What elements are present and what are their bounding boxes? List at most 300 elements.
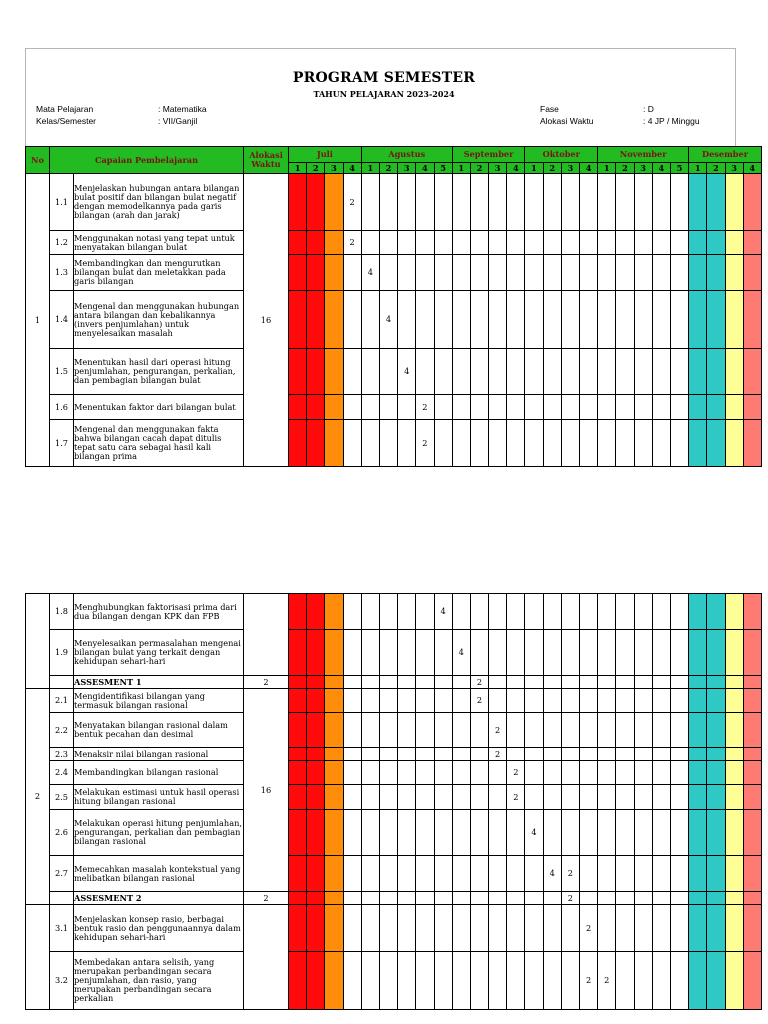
group-alokasi: 16 (244, 689, 289, 892)
week-header: 4 (743, 163, 761, 174)
week-cell (616, 905, 634, 952)
week-cell (725, 174, 743, 231)
week-cell (652, 892, 670, 905)
week-cell (470, 231, 488, 255)
week-cell (489, 174, 507, 231)
week-cell (289, 748, 307, 761)
week-cell (634, 231, 652, 255)
week-cell (743, 785, 761, 810)
week-cell (416, 395, 434, 420)
week-header: 5 (434, 163, 452, 174)
week-cell (561, 349, 579, 395)
week-cell (670, 952, 688, 1010)
week-cell (289, 231, 307, 255)
week-cell (580, 395, 598, 420)
week-cell (598, 349, 616, 395)
week-cell (434, 785, 452, 810)
week-cell (343, 630, 361, 676)
week-cell (416, 594, 434, 630)
week-cell (725, 395, 743, 420)
week-cell (580, 231, 598, 255)
week-cell (307, 905, 325, 952)
week-cell (652, 395, 670, 420)
jp-value: 4 (458, 647, 464, 657)
jp-value: 2 (422, 437, 428, 448)
cp-text: Menjelaskan hubungan antara bilangan bulat positif dan bilangan bulat negatif dengan memodelkannya pada garis bilangan (arah dan jarak) (74, 174, 244, 231)
week-cell (434, 689, 452, 713)
week-cell (452, 761, 470, 785)
week-cell (489, 856, 507, 892)
week-cell (434, 420, 452, 467)
week-cell (452, 174, 470, 231)
week-cell (689, 291, 707, 349)
week-cell (652, 174, 670, 231)
week-cell (707, 952, 725, 1010)
group-no: 1 (26, 174, 50, 467)
week-cell (670, 291, 688, 349)
week-cell (525, 892, 543, 905)
week-cell (689, 349, 707, 395)
group-no: 2 (26, 689, 50, 905)
week-cell (561, 420, 579, 467)
table-row (26, 748, 762, 761)
week-cell (652, 856, 670, 892)
week-cell (379, 713, 397, 748)
group-alokasi-cont (244, 594, 289, 676)
week-cell (652, 349, 670, 395)
week-cell (307, 594, 325, 630)
jp-value: 4 (531, 827, 537, 837)
week-cell (489, 676, 507, 689)
week-cell (634, 856, 652, 892)
week-cell (470, 748, 488, 761)
month-september: September (452, 147, 525, 163)
fase-value: : D (643, 104, 654, 114)
week-cell (652, 748, 670, 761)
week-header: 4 (507, 163, 525, 174)
week-cell (689, 676, 707, 689)
week-cell (580, 174, 598, 231)
week-cell (343, 174, 361, 231)
week-cell (489, 689, 507, 713)
jp-value: 2 (349, 237, 355, 247)
week-cell (452, 291, 470, 349)
week-cell (379, 291, 397, 349)
week-cell (707, 713, 725, 748)
week-cell (561, 395, 579, 420)
week-header: 1 (361, 163, 379, 174)
cp-text: Menyelesaikan permasalahan mengenai bilangan bulat yang terkait dengan kehidupan sehari-hari (74, 630, 244, 676)
week-cell (307, 231, 325, 255)
week-cell (616, 255, 634, 291)
week-cell (634, 255, 652, 291)
week-header: 2 (379, 163, 397, 174)
month-agustus: Agustus (361, 147, 452, 163)
week-cell (398, 856, 416, 892)
week-cell (489, 349, 507, 395)
week-cell (525, 952, 543, 1010)
week-cell (525, 594, 543, 630)
week-cell (507, 174, 525, 231)
week-cell (616, 231, 634, 255)
week-cell (525, 231, 543, 255)
week-cell (743, 594, 761, 630)
week-cell (707, 785, 725, 810)
table-row (26, 810, 762, 856)
week-cell (689, 785, 707, 810)
week-cell (434, 349, 452, 395)
week-cell (616, 594, 634, 630)
week-cell (416, 349, 434, 395)
week-cell (289, 420, 307, 467)
week-cell (725, 630, 743, 676)
week-cell (543, 905, 561, 952)
col-alokasi (244, 147, 289, 174)
week-cell (452, 856, 470, 892)
week-cell (434, 892, 452, 905)
cp-code: 2.3 (50, 748, 74, 761)
cp-code: 1.6 (50, 395, 74, 420)
week-cell (361, 785, 379, 810)
week-cell (434, 395, 452, 420)
week-cell (470, 785, 488, 810)
week-cell (325, 231, 343, 255)
week-cell (379, 952, 397, 1010)
week-cell (525, 785, 543, 810)
week-cell (598, 785, 616, 810)
week-cell (525, 255, 543, 291)
week-cell (325, 905, 343, 952)
cp-code (50, 676, 74, 689)
week-cell (598, 810, 616, 856)
week-cell (616, 761, 634, 785)
week-cell (325, 952, 343, 1010)
week-cell (543, 676, 561, 689)
cp-code: 2.1 (50, 689, 74, 713)
week-cell (361, 713, 379, 748)
week-cell (670, 174, 688, 231)
week-cell (743, 676, 761, 689)
table-row (26, 905, 762, 952)
week-cell (707, 255, 725, 291)
week-cell (707, 761, 725, 785)
week-cell (452, 349, 470, 395)
week-cell (307, 952, 325, 1010)
week-cell (707, 291, 725, 349)
week-cell (343, 291, 361, 349)
week-cell (616, 676, 634, 689)
jp-value: 2 (585, 922, 592, 933)
week-cell (398, 952, 416, 1010)
week-cell (398, 174, 416, 231)
week-cell (670, 395, 688, 420)
week-cell (489, 395, 507, 420)
week-cell (434, 905, 452, 952)
cp-text: Melakukan operasi hitung penjumlahan, pengurangan, perkalian dan pembagian bilangan rasional (74, 810, 244, 856)
week-header: 1 (452, 163, 470, 174)
page-title: PROGRAM SEMESTER (292, 70, 476, 86)
cp-text: Memecahkan masalah kontekstual yang melibatkan bilangan rasional (74, 856, 244, 892)
week-cell (598, 174, 616, 231)
jp-value: 2 (495, 724, 501, 735)
week-cell (416, 892, 434, 905)
week-cell (743, 689, 761, 713)
week-cell (689, 630, 707, 676)
week-cell (707, 395, 725, 420)
week-cell (616, 952, 634, 1010)
week-cell (325, 785, 343, 810)
week-cell (670, 420, 688, 467)
week-cell (343, 231, 361, 255)
week-cell (707, 748, 725, 761)
week-cell (416, 785, 434, 810)
col-alokasi-line2: Waktu (251, 159, 281, 169)
week-cell (580, 689, 598, 713)
week-cell (743, 952, 761, 1010)
week-cell (434, 713, 452, 748)
week-cell (379, 892, 397, 905)
week-cell (743, 761, 761, 785)
cp-text: Menentukan faktor dari bilangan bulat (74, 395, 244, 420)
week-cell (361, 952, 379, 1010)
week-header: 4 (416, 163, 434, 174)
week-cell (707, 689, 725, 713)
week-cell (470, 713, 488, 748)
cp-text: Membedakan antara selisih, yang merupakan perbandingan secara penjumlahan, dan rasio, yang merupakan perbandingan secara perkalian (74, 952, 244, 1010)
week-cell (398, 676, 416, 689)
week-cell (543, 761, 561, 785)
week-cell (652, 713, 670, 748)
week-cell (416, 420, 434, 467)
week-cell (489, 255, 507, 291)
week-cell (616, 395, 634, 420)
week-cell (634, 689, 652, 713)
week-cell (689, 420, 707, 467)
week-cell (452, 785, 470, 810)
week-cell (361, 856, 379, 892)
week-cell (561, 231, 579, 255)
table-row (26, 952, 762, 1010)
week-cell (343, 785, 361, 810)
week-header: 1 (689, 163, 707, 174)
week-cell (580, 905, 598, 952)
week-cell (379, 905, 397, 952)
week-cell (507, 291, 525, 349)
cp-text: Menghubungkan faktorisasi prima dari dua bilangan dengan KPK dan FPB (74, 594, 244, 630)
week-cell (470, 689, 488, 713)
week-cell (398, 630, 416, 676)
week-cell (543, 748, 561, 761)
week-cell (543, 713, 561, 748)
week-cell (470, 291, 488, 349)
table-row (26, 420, 762, 467)
week-cell (598, 689, 616, 713)
assessment-label: ASSESMENT 2 (74, 892, 244, 905)
week-cell (452, 952, 470, 1010)
week-header: 2 (616, 163, 634, 174)
week-cell (525, 630, 543, 676)
week-cell (379, 594, 397, 630)
week-cell (561, 748, 579, 761)
week-cell (343, 892, 361, 905)
week-cell (452, 630, 470, 676)
week-cell (543, 420, 561, 467)
week-header: 4 (652, 163, 670, 174)
week-cell (489, 594, 507, 630)
cp-text: Menentukan hasil dari operasi hitung penjumlahan, pengurangan, perkalian, dan pembagian bilangan bulat (74, 349, 244, 395)
week-cell (434, 594, 452, 630)
week-cell (398, 689, 416, 713)
week-cell (725, 255, 743, 291)
week-cell (670, 810, 688, 856)
week-cell (361, 810, 379, 856)
week-cell (470, 810, 488, 856)
week-cell (670, 594, 688, 630)
week-cell (580, 952, 598, 1010)
cp-code: 1.9 (50, 630, 74, 676)
week-cell (507, 231, 525, 255)
week-cell (707, 905, 725, 952)
week-cell (652, 420, 670, 467)
week-cell (307, 810, 325, 856)
week-cell (543, 952, 561, 1010)
week-cell (343, 810, 361, 856)
jp-value: 4 (385, 314, 392, 324)
week-cell (343, 689, 361, 713)
week-cell (507, 689, 525, 713)
week-cell (580, 291, 598, 349)
week-cell (616, 810, 634, 856)
assessment-alokasi: 2 (244, 676, 289, 689)
week-cell (525, 420, 543, 467)
week-cell (525, 395, 543, 420)
semester-table-2 (25, 593, 762, 1010)
week-cell (561, 905, 579, 952)
week-cell (616, 420, 634, 467)
week-cell (616, 689, 634, 713)
week-cell (489, 420, 507, 467)
week-cell (525, 905, 543, 952)
week-cell (452, 905, 470, 952)
week-cell (634, 810, 652, 856)
week-cell (289, 395, 307, 420)
week-cell (289, 892, 307, 905)
week-header: 4 (580, 163, 598, 174)
week-cell (616, 713, 634, 748)
week-cell (470, 905, 488, 952)
week-cell (507, 748, 525, 761)
week-cell (670, 713, 688, 748)
week-cell (379, 420, 397, 467)
week-cell (489, 761, 507, 785)
month-juli: Juli (289, 147, 362, 163)
week-cell (489, 291, 507, 349)
assessment-alokasi: 2 (244, 892, 289, 905)
week-cell (361, 174, 379, 231)
week-cell (670, 231, 688, 255)
col-no: No (26, 147, 50, 174)
week-cell (434, 856, 452, 892)
week-cell (507, 420, 525, 467)
week-cell (379, 231, 397, 255)
week-cell (343, 676, 361, 689)
table-row (26, 630, 762, 676)
week-cell (634, 761, 652, 785)
week-cell (325, 395, 343, 420)
week-cell (561, 594, 579, 630)
week-cell (561, 713, 579, 748)
week-cell (616, 892, 634, 905)
week-cell (689, 174, 707, 231)
week-cell (543, 594, 561, 630)
month-oktober: Oktober (525, 147, 598, 163)
week-cell (452, 676, 470, 689)
week-cell (416, 810, 434, 856)
table-row (26, 785, 762, 810)
week-cell (507, 856, 525, 892)
week-cell (689, 761, 707, 785)
jp-value: 2 (349, 196, 355, 207)
week-cell (543, 349, 561, 395)
cp-code: 2.6 (50, 810, 74, 856)
week-cell (325, 689, 343, 713)
week-cell (361, 689, 379, 713)
jp-value: 2 (422, 401, 428, 412)
week-cell (543, 630, 561, 676)
week-cell (361, 395, 379, 420)
week-cell (398, 594, 416, 630)
week-cell (543, 689, 561, 713)
week-cell (707, 630, 725, 676)
week-cell (452, 231, 470, 255)
week-cell (543, 892, 561, 905)
week-cell (416, 905, 434, 952)
week-cell (580, 785, 598, 810)
week-cell (743, 420, 761, 467)
week-cell (452, 748, 470, 761)
week-cell (343, 395, 361, 420)
week-header: 4 (343, 163, 361, 174)
week-cell (379, 630, 397, 676)
table-row (26, 395, 762, 420)
cp-text: Membandingkan bilangan rasional (74, 761, 244, 785)
week-cell (543, 856, 561, 892)
week-cell (416, 630, 434, 676)
week-cell (725, 748, 743, 761)
week-cell (725, 291, 743, 349)
cp-code: 1.8 (50, 594, 74, 630)
week-cell (652, 761, 670, 785)
week-cell (634, 713, 652, 748)
week-cell (343, 349, 361, 395)
week-cell (634, 905, 652, 952)
week-cell (689, 395, 707, 420)
week-cell (507, 952, 525, 1010)
jp-value: 2 (585, 975, 592, 985)
week-header: 3 (489, 163, 507, 174)
week-cell (434, 748, 452, 761)
table-row (26, 255, 762, 291)
week-cell (452, 892, 470, 905)
week-cell (525, 748, 543, 761)
week-cell (489, 952, 507, 1010)
week-cell (325, 255, 343, 291)
group-no-cont (26, 905, 50, 1010)
jp-value: 2 (476, 695, 483, 705)
week-cell (307, 761, 325, 785)
week-header: 3 (561, 163, 579, 174)
week-cell (743, 713, 761, 748)
